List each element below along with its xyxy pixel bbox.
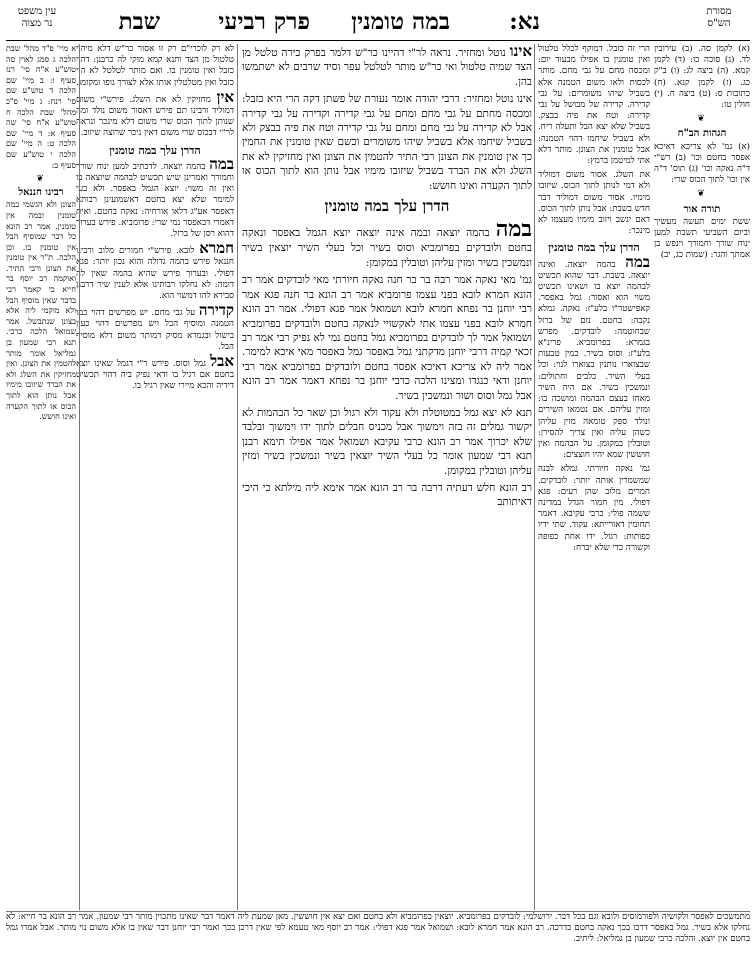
right-margin-column xyxy=(654,44,750,910)
gemara-opening-word: אינו xyxy=(509,44,532,60)
gemara-text: תנא לא יצא גמל במטוטלת ולא עקוד ולא רגול וכן שאר כל הבהמות לא יקשור גמלים זה בזה וימשוך אבל מכניס חבלים לתוך ידו וימשוך ובלבד שלא יכרוך אמר רב הונא כרבי עקיבא ושמואל אמר אפילו תימא רבנן תנא רבי שמעון אומר כל בעלי השיר יוצאין בשיר ונמשכין בשיר ומזין עליהן וטובלין במקומן. xyxy=(242,406,532,477)
rabbeinu-chananel-text: הצונן ולא הגשמי במה טומנין ובמה אין טומנין. אמר רב הונא כל דבר שמוסיף הבל אין טומנין בו. וכן הלכה. ת"ר אין טומנין את הצונן ורבי התיר. ואוקמה רב יוסף בר חייא כי קאמר רבי בדבר שאין מוסיף הבל ולא מוקמי ליה אלא בצונן שנתבשל. אמר שמואל הלכה כרבי. תנא רבי שמעון בן גמליאל אומר מותר להטמין את הצונן. ואין מחזיקין את השלג ולא את הברד שיזובו מימיו אבל נותן הוא לתוך הכוס או לתוך הקערה ואינו חושש. xyxy=(6,200,76,422)
tosafot-chapter-end: הדרן עלך במה טומנין xyxy=(109,143,201,157)
masoret-references: (א) לקמן סה. (ב) עירובין לד. (ג) סוכה כו: (ד) לקמן קמא. (ה) ביצה לג: (ו) ב"ק כג. (ז) לקמן קנא. (ח) כתובות ס: (ט) ביצה ח. (י) חולין טו: xyxy=(654,44,750,111)
page-header xyxy=(6,6,750,41)
page-footer-commentary xyxy=(6,911,750,968)
divider-ornament: ❦ xyxy=(36,174,46,185)
tosafot-text: גמל וסוס. פירש ר"י דגמל שאינו יוצא בחטם אם רגיל בו ודאי נפיק ביה דהוי תכשיט דידיה והכא מיירי שאין רגיל בו. xyxy=(76,359,234,392)
rashi-text: בהמה יוצאה. ואינה יוצאה. בשבת. דבר שהוא תכשיט לבהמה יוצא בו ושאינו תכשיט משוי הוא ואסור: גמל באפסר. קאפישטר"ו בלע"ז: נאקה. גמלא נקבה: בחטם. נזם של ברזל שבחוטמה: לובדקים. מפרש בגמרא: בפרומביא. פרינ"א בלע"ז: וסוס בשיר. כמין טבעות שבצוארו נותנין בצוארו לנוי: וכל בעלי השיר. כלבים וחתולים: ונמשכין בשיר. אם היה השיר מאחז בעצם הבהמה ומושכה בו: ומזין עליהם. אם נטמאו השירים ונולד ספק טומאה מזין עליהן כשהן עליה ואין צריך להסירן: וטובלין במקומן. על הבהמה ואין חוששין שמא יהיו חוצצים: xyxy=(538,259,650,461)
tosafot-lead-word: במה xyxy=(209,154,234,173)
chapter-end-title: הדרן עלך במה טומנין xyxy=(324,197,450,216)
gemara-text: רב הונא חלש דעתיה דרבה בר רב הונא אמר אימא ליה מילתא כי היכי דאיתותב xyxy=(242,481,532,509)
ein-mishpat-label: עין משפט נר מצוה xyxy=(17,6,57,29)
gemara-text: גמ' מאי נאקה אמר רבה בר בר חנה נאקה חיורתי מאי לובדקים אמר רב הונא חמרא לובא בפני עצמו פרומביא אמר רב הונא בר חנה פגא אמר רבי יוחנן בר נפחא חמרא לובא ושמואל אמר פגא דפולי. אמר רב הונא חמרא לובא בפני עצמו אתי לאקשויי לנאקה בחטם ולובדקים בפרומביא ושמואל אמר לך לובדקים בפרומביא גמל בחטם נמי לא נפיק רבי אמר רב זכאי קמיה דרבי יוחנן מדקתני גמל באפסר גמל באפסר מאי איכא למימר. אמר ליה לא צריכא דאיכא אפסר בחטם ולובדקים בפרומביא אמר רבי יוחנן ודאי כנגדו ומצינו הלכה כרבי יוחנן בר נפחא דאמר אמר רב הונא אבל גמל וסוס ושור ונמשכין בשיר. xyxy=(242,274,532,402)
divider-ornament: ❦ xyxy=(697,114,707,125)
chapter-title: במה טומנין xyxy=(351,8,450,35)
rashi-text: גמ' נאקה חיורתי. גמלא לבנה שמשמרין אותה יותר: לובדקים. חמרים מלוב שהן רעים: פגא דפולי. מין חמור הגדל במדינה ששמה פולי: כרבי עקיבא. דאמר תחומין דאורייתא: עקוד. שתי ידיו כפותות: רגול. ידו אחת כפופה וקשורה כדי שלא יברח: xyxy=(538,464,650,553)
tosafot-text: על גבי מחם. יש מפרשים דהוי כמו הטמנה ומוסיף הבל ויש מפרשים דהוי כעין בישול ובגמרא מסיק דמותר משום דלא מוסיף הבל. xyxy=(76,308,234,352)
tosafot-lead-word: חמרא xyxy=(199,239,234,258)
tosafot-text: בהמה יוצאה. לדכתיב למען ינוח שורך וחמורך ואמרינן שיש תכשיט לבהמה שיוצאה בו ואין זה משוי: יוצא הגמל באפסר. ולא בעי למימר שלא יצא בחטם דאשמועינן רבותא דאפסר אע"ג דלאו אורחיה: נאקה בחטם. ואית דאמרי דבאפסר נמי שרי: פרומביא. פירש בערוך דהוא רסן של ברזל. xyxy=(76,161,234,240)
gemara-column xyxy=(242,44,532,910)
footer-text: מתמשכים לאפסר ולקושיה ולפורמוסים ולובא וגם בכל דבר. ירושלמי: לובדקים בפרומביא. יוצאין בפרומביא ולא בחטם ואם יצא אין חוששין. מאן שמעת ליה דאמר דבר שאינו מתכוין מותר רבי שמעון. אמר רב הונא בר חייא: לא נחלקו אלא בשיר. גמל באפסר דרכו בכך נאקה בחטם כדרכה. רב הונא אמר חמרא לובא: ושמואל אמר פגא דפולי: אמר רב יוסף מאי טעמא לפי שאין דרכן בכך ואמר רבי יוחנן דבר שאין בו אלא משום נוי מותר. אבל אמרו גמל בחטם אין יוצא. והלכה כרבי שמעון בן גמליאל: ליתיב. xyxy=(6,912,750,944)
tosafot-lead-word: אבל xyxy=(210,352,234,371)
rashi-column xyxy=(534,44,650,910)
rashi-chapter-end: הדרן עלך במה טומנין xyxy=(548,241,640,255)
haggahot-habach-text: (א) גמ' לא צריכא דאיכא אפסר בחטם וכו' (ב) רש"י ד"ה נאקה וכו' (ג) תוס' ד"ה אין וכו' לתוך הכוס שרי: xyxy=(654,141,750,186)
torah-or-text: ששת ימים תעשה מעשיך וביום השביעי תשבת למען ינוח שורך וחמורך וינפש בן אמתך והגר: (שמות כג, יב) xyxy=(654,216,750,261)
gemara-text: נוטל ומחזיר. נראה לר"י דהיינו כר"ש דלמר בפרק כירה טלטל מן הצד שמיה טלטול ואי כר"ש מותר לטלטל עפר וסיד שרבים לא ישתמשו בהן. xyxy=(242,47,532,88)
rashi-text: את השלג. אסור משום דמוליד ולא דמי לנותן לתוך הכוס. שיזובו מימיו. אסור משום דמוליד דבר חדש בשבת: אבל נותן לתוך הכוס. דאם ינשב ויזוב מימיו מעצמו לא מינכר: xyxy=(538,170,650,237)
tosafot-column xyxy=(76,44,238,910)
rabbeinu-chananel-title: רבינו חננאל xyxy=(18,186,64,198)
mishnah-text: בהמה יוצאה ובמה אינה יוצאה יוצא הגמל באפסר ונאקה בחטם ולובדקים בפרומביא וסוס בשיר וכל בעלי השיר יוצאין בשיר ונמשכין בשיר ומזין עליהן וטובלין במקומן: xyxy=(242,227,532,269)
tractate-name: שבת xyxy=(118,8,160,35)
divider-ornament: ❦ xyxy=(697,189,707,200)
chapter-number: פרק רביעי xyxy=(218,8,310,35)
left-margin-column xyxy=(6,44,80,910)
chapter-opening-word: במה xyxy=(495,216,532,243)
torah-or-title: תורה אור xyxy=(683,203,721,215)
tosafot-text: לא רק לוכרי"ם רק זו אסור כר"ש דלא מיהוי טלטול מן הצד ותנא קמא מוקי לה כרבנן: דהוי כזבל ואין טומנין בו. ואם מותר לטלטל לא הוי כזבל ואין מטלטלין אותו אלא לצורך גופו ומקומו. xyxy=(76,44,234,88)
rashi-text: הרי זה כזבל. דמוקף לכלל טלטול ואין טומנין בו אפילו מבעוד יום: ומכסה מחם על גבי מחם. מותר לכסות ולאו משום הטמנה אלא בשביל שיהו משומרים: על גבי קדירה. קדירה של מבושל על גבי קדירה: וטח את פיה בבצק. בשביל שלא יצא הבל ותעלה ריח. ולא בשביל שיחמו דהוי הטמנה: אבל טומנין את הצונן. מותר דלא אתי למיטמן ברמץ: xyxy=(538,44,650,167)
tosafot-text: לובא. פירש"י חמורים מלוב ורבינו חננאל פירש בהמה גדולה והוא נכון יותר: פגא דפולי. ובערוך פירש שהיא בהמה שאין לה דומה: לא נחלקו רבותינו אלא לענין שיר דרבנן סבירא להו דמשוי הוא. xyxy=(76,246,234,302)
masoret-hashas-label: מסורת הש"ס xyxy=(706,6,732,29)
tosafot-lead-word: קדירה xyxy=(198,301,234,320)
tosafot-lead-word: אין xyxy=(216,87,235,106)
rashi-chapter-opening: במה xyxy=(625,252,650,271)
haggahot-habach-title: הגהות הב"ח xyxy=(677,128,727,140)
gemara-text: אינו נוטל ומחזיר: דרבי יהודה אומר נעורת של פשתן דקה הרי היא כזבל: ומכסה מחתם על גבי מחם ומחם על גבי קדירה וקדירה על גבי קדירה אבל לא קדירה על גבי מחם ומחם על גבי קדירה וטח את פיה בבצק ולא בשביל שיחמו אלא בשביל שיהו משומרים וכשם שאין טומנין את החמין כך אין טומנין את הצונן רבי התיר להטמין את הצונן ואין מחזיקין לא את השלג ולא את הברד בשביל שיזובו מימיו אבל נותן הוא לתוך הכוס או לתוך הקערה ואינו חושש: xyxy=(242,93,532,192)
ein-mishpat-text: א מיי' פ"ד מהל' שבת הלכה ג סמג לאוין סה טוש"ע א"ח סי' רנז סעיף ו: ב מיי' שם הלכה ד טוש"ע שם סי' רנח: ג מיי' פ"כ מהל' שבת הלכה ח טוש"ע א"ח סי' שה סעיף א: ד מיי' שם הלכה ט: ה מיי' שם הלכה י טוש"ע שם סעיף ב: xyxy=(6,44,76,170)
folio-number: נא: xyxy=(509,8,540,35)
tosafot-text: מחזיקין לא את השלג. פירש"י משום דמוליד ורבינו תם פירש דאסור משום נולד ומה שנותן לתוך הכוס שרי משום דלא מינכר ונראה לר"י דבכוס שרי משום דאין ניכר שרוצה שיזוב. xyxy=(76,94,234,139)
